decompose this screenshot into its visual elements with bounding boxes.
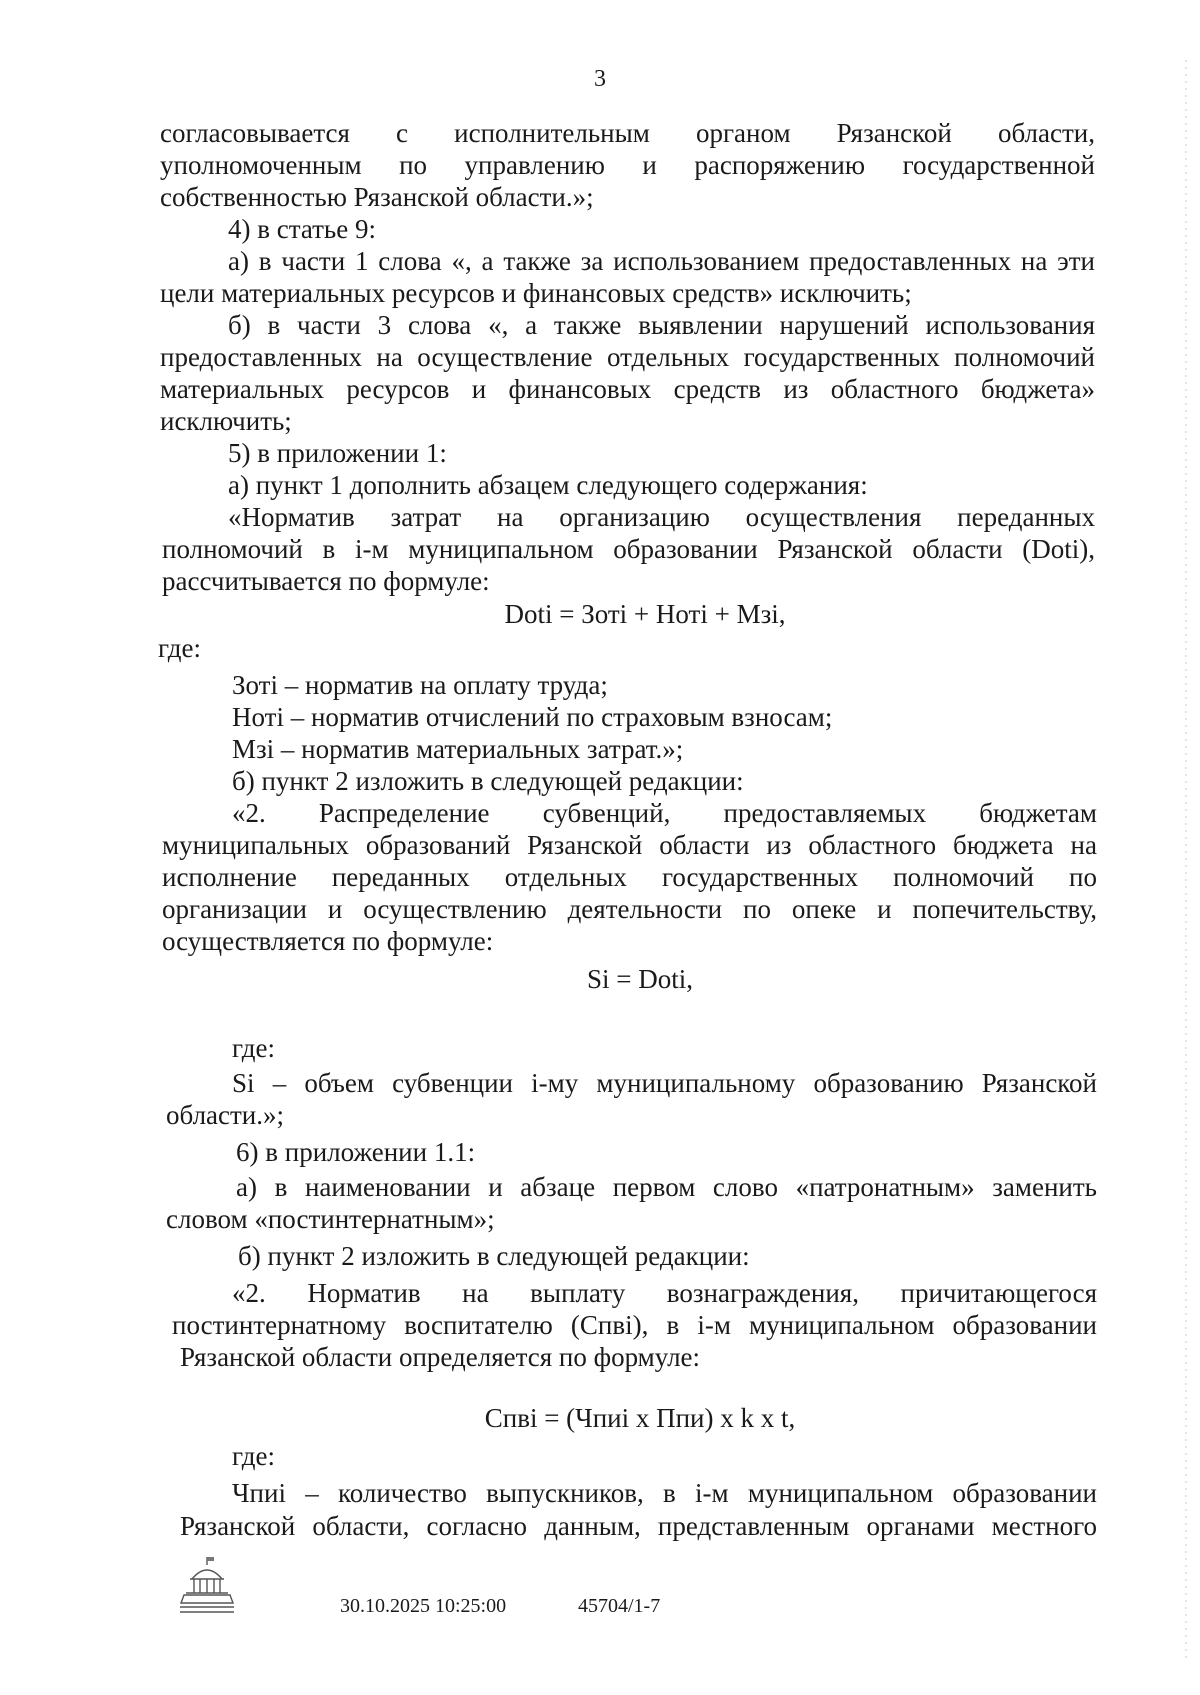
text-line: где: [232, 1033, 275, 1063]
text-line: 6) в приложении 1.1: [236, 1137, 476, 1167]
text-line: «Норматив затрат на организацию осуществления переданных [228, 502, 1095, 532]
text-line: где: [232, 1441, 275, 1471]
text-line: уполномоченным по управлению и распоряжению государственной [160, 150, 1095, 180]
text-line: области.»; [166, 1100, 285, 1130]
text-line: собственностью Рязанской области.»; [160, 182, 594, 212]
text-line: организации и осуществлению деятельности по опеке и попечительству, [162, 894, 1097, 924]
text-line: Si – объем субвенции i-му муниципальному образованию Рязанской [232, 1068, 1097, 1098]
text-line: Рязанской области, согласно данным, представленным органами местного [180, 1511, 1097, 1541]
duma-logo-icon [178, 1555, 236, 1617]
text-line: б) пункт 2 изложить в следующей редакции: [232, 766, 744, 796]
text-line: а) в наименовании и абзаце первом слово «патронатным» заменить [236, 1172, 1097, 1202]
text-line: полномочий в i-м муниципальном образовании Рязанской области (Doti), [162, 534, 1095, 564]
text-line: Чпиі – количество выпускников, в i-м муниципальном образовании [232, 1478, 1097, 1508]
text-line: Ноті – норматив отчислений по страховым взносам; [232, 702, 833, 732]
formula: Si = Doti, [587, 964, 693, 994]
text-line: согласовывается с исполнительным органом Рязанской области, [160, 118, 1095, 148]
text-line: где: [158, 633, 201, 663]
text-line: осуществляется по формуле: [162, 926, 494, 956]
page-number: 3 [594, 66, 606, 92]
formula: Doti = Зоті + Ноті + Мзі, [504, 599, 786, 629]
scan-edge-marks [1182, 0, 1190, 1695]
text-line: Рязанской области определяется по формуле: [180, 1342, 701, 1372]
text-line: постинтернатному воспитателю (Спві), в i-м муниципальном образовании [172, 1310, 1097, 1340]
text-line: б) пункт 2 изложить в следующей редакции: [238, 1241, 750, 1271]
text-line: 4) в статье 9: [228, 214, 376, 244]
text-line: исполнение переданных отдельных государственных полномочий по [162, 862, 1097, 892]
text-line: Мзі – норматив материальных затрат.»; [232, 734, 684, 764]
text-line: Зоті – норматив на оплату труда; [232, 670, 608, 700]
text-line: а) пункт 1 дополнить абзацем следующего содержания: [228, 470, 868, 500]
formula: Спві = (Чпиі x Ппи) x k x t, [484, 1403, 796, 1433]
text-line: «2. Распределение субвенций, предоставляемых бюджетам [232, 798, 1097, 828]
footer-document-id: 45704/1-7 [578, 1595, 661, 1617]
text-line: 5) в приложении 1: [228, 438, 447, 468]
text-line: цели материальных ресурсов и финансовых средств» исключить; [160, 278, 912, 308]
footer-timestamp: 30.10.2025 10:25:00 [340, 1595, 507, 1617]
text-line: материальных ресурсов и финансовых средств из областного бюджета» [160, 374, 1095, 404]
text-line: словом «постинтернатным»; [166, 1204, 495, 1234]
text-line: б) в части 3 слова «, а также выявлении нарушений использования [228, 310, 1095, 340]
text-line: предоставленных на осуществление отдельных государственных полномочий [160, 342, 1095, 372]
text-line: а) в части 1 слова «, а также за использованием предоставленных на эти [228, 246, 1095, 276]
text-line: рассчитывается по формуле: [162, 566, 490, 596]
text-line: «2. Норматив на выплату вознаграждения, причитающегося [232, 1278, 1097, 1308]
text-line: муниципальных образований Рязанской области из областного бюджета на [162, 830, 1097, 860]
text-line: исключить; [160, 406, 292, 436]
